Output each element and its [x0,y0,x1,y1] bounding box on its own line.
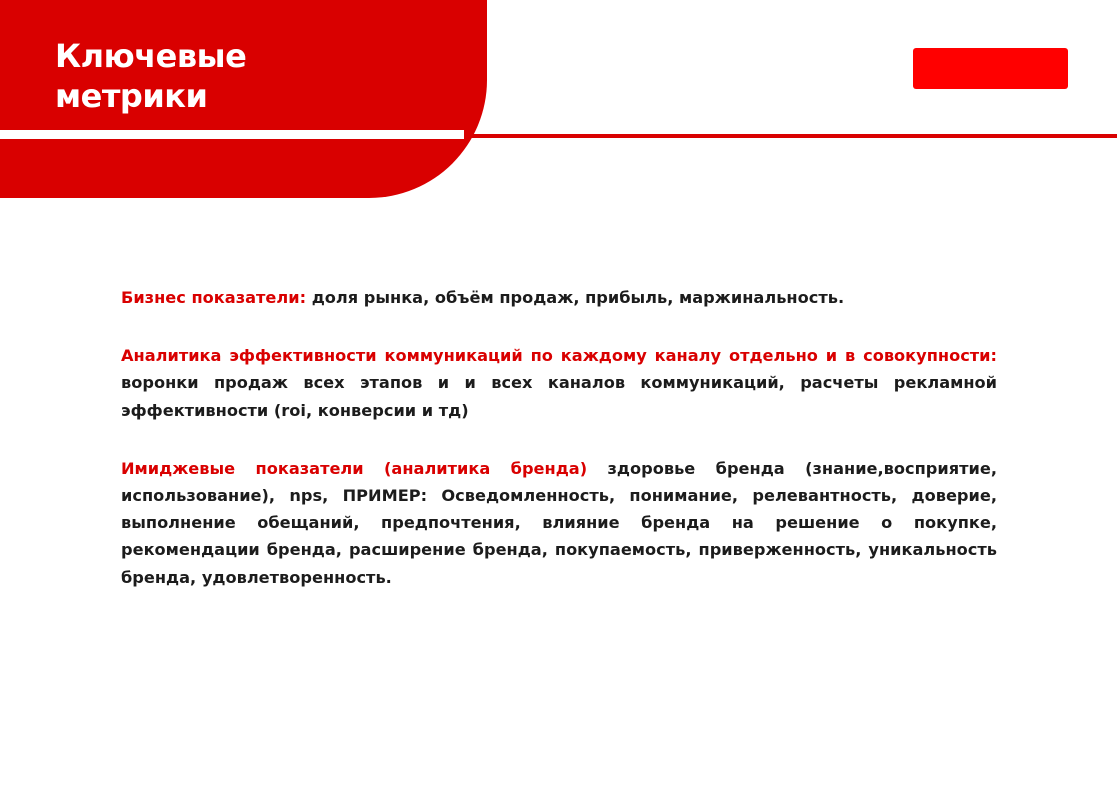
header-divider-gap [0,130,464,139]
metric-item-communications [121,342,997,424]
metric-label: Имиджевые показатели (аналитика бренда) [121,458,588,478]
slide-title [55,36,455,116]
metric-label: Бизнес показатели: [121,288,307,307]
slide-title-line-2: метрики [55,77,208,115]
slide-title-line-1: Ключевые [55,37,247,75]
metric-text: здоровье бренда (знание,восприятие, использование), nps, ПРИМЕР: Осведомленность, понимание, релевантность, доверие, выполнение обещаний, предпочтения, влияние бренда на решение о покупке, рекомендации бренда, расширение бренда, покупаемость, приверженность, уникальность бренда, удовлетворенность. [121,458,997,587]
red-badge [913,48,1068,89]
metric-label: Аналитика эффективности коммуникаций по каждому каналу отдельно и в совокупности: [121,346,997,366]
metric-text: воронки продаж всех этапов и и всех каналов коммуникаций, расчеты рекламной эффективности (roi, конверсии и тд) [121,373,997,420]
metric-text: доля рынка, объём продаж, прибыль, маржинальность. [306,288,845,307]
metrics-list [121,284,997,622]
metric-item-brand [121,455,997,591]
metric-item-business [121,284,997,311]
